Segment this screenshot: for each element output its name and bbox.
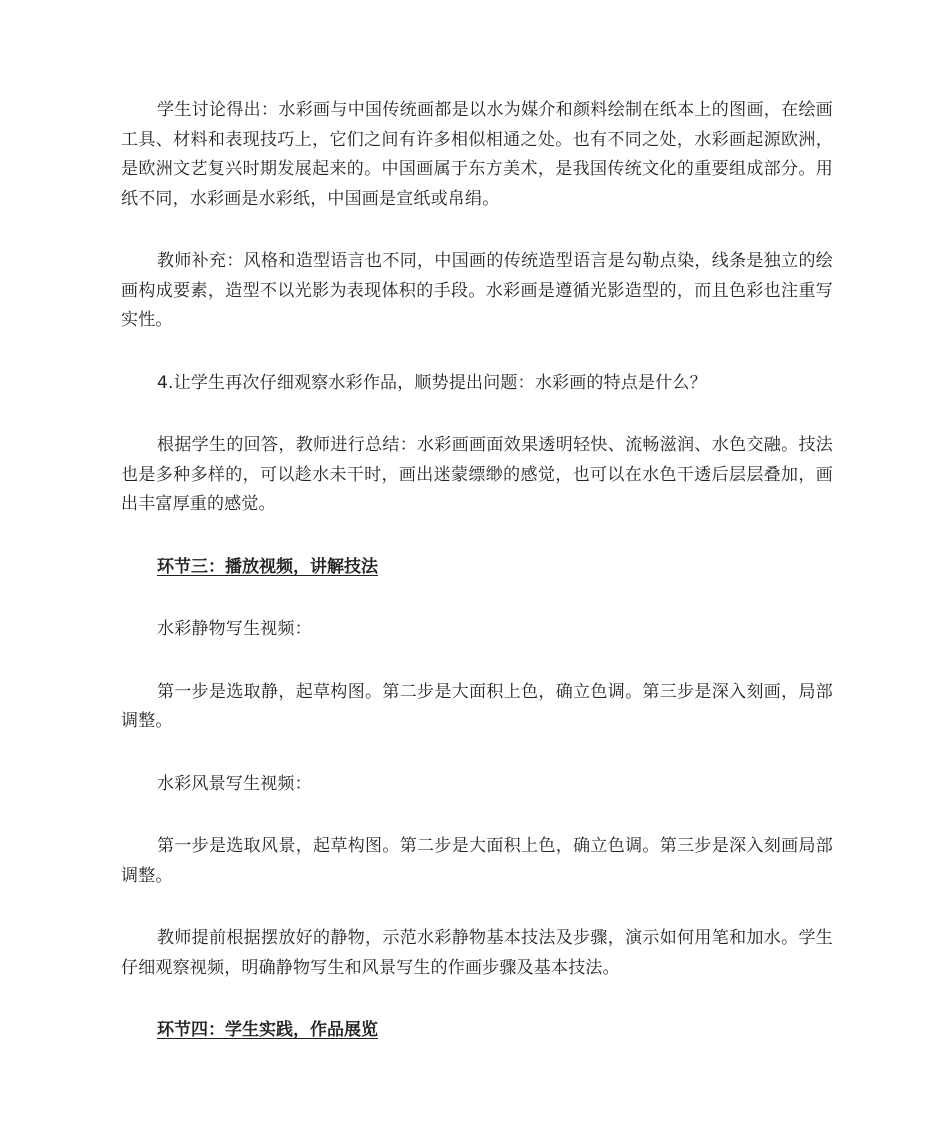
paragraph-landscape-video: 水彩风景写生视频： bbox=[157, 773, 312, 794]
section-heading-4 bbox=[121, 1016, 833, 1046]
paragraph-teacher-supplement: 教师补充：风格和造型语言也不同，中国画的传统造型语言是勾勒点染，线条是独立的绘画构成要素，造型不以光影为表现体积的手段。水彩画是遵循光影造型的，而且色彩也注重写实性。 bbox=[121, 251, 833, 330]
paragraph-still-life-video: 水彩静物写生视频： bbox=[157, 619, 312, 639]
paragraph-still-life-steps: 第一步是选取静，起草构图。第二步是大面积上色，确立色调。第三步是深入刻画，局部调整。 bbox=[121, 681, 833, 731]
paragraph-student-discussion: 学生讨论得出：水彩画与中国传统画都是以水为媒介和颜料绘制在纸本上的图画，在绘画工具、材料和表现技巧上，它们之间有许多相似相通之处。也有不同之处，水彩画起源欧洲，是欧洲文艺复兴时期发展起来的。中国画属于东方美术，是我国传统文化的重要组成部分。用纸不同，水彩画是水彩纸，中国画是宣纸或帛绢。 bbox=[121, 100, 833, 209]
paragraph-question: 4.让学生再次仔细观察水彩作品，顺势提出问题：水彩画的特点是什么？ bbox=[157, 372, 707, 393]
section-heading-3-text: 环节三：播放视频，讲解技法 bbox=[157, 556, 378, 577]
paragraph-teacher-demo: 教师提前根据摆放好的静物，示范水彩静物基本技法及步骤，演示如何用笔和加水。学生仔细观察视频，明确静物写生和风景写生的作画步骤及基本技法。 bbox=[121, 928, 833, 978]
section-heading-3 bbox=[121, 553, 833, 583]
paragraph-teacher-summary: 根据学生的回答，教师进行总结：水彩画画面效果透明轻快、流畅滋润、水色交融。技法也是多种多样的，可以趁水未干时，画出迷蒙缥缈的感觉，也可以在水色干透后层层叠加，画出丰富厚重的感觉。 bbox=[121, 435, 833, 514]
section-heading-4-text: 环节四：学生实践，作品展览 bbox=[157, 1020, 378, 1040]
document-page bbox=[121, 96, 833, 1079]
paragraph-landscape-steps: 第一步是选取风景，起草构图。第二步是大面积上色，确立色调。第三步是深入刻画局部调整。 bbox=[121, 836, 833, 886]
